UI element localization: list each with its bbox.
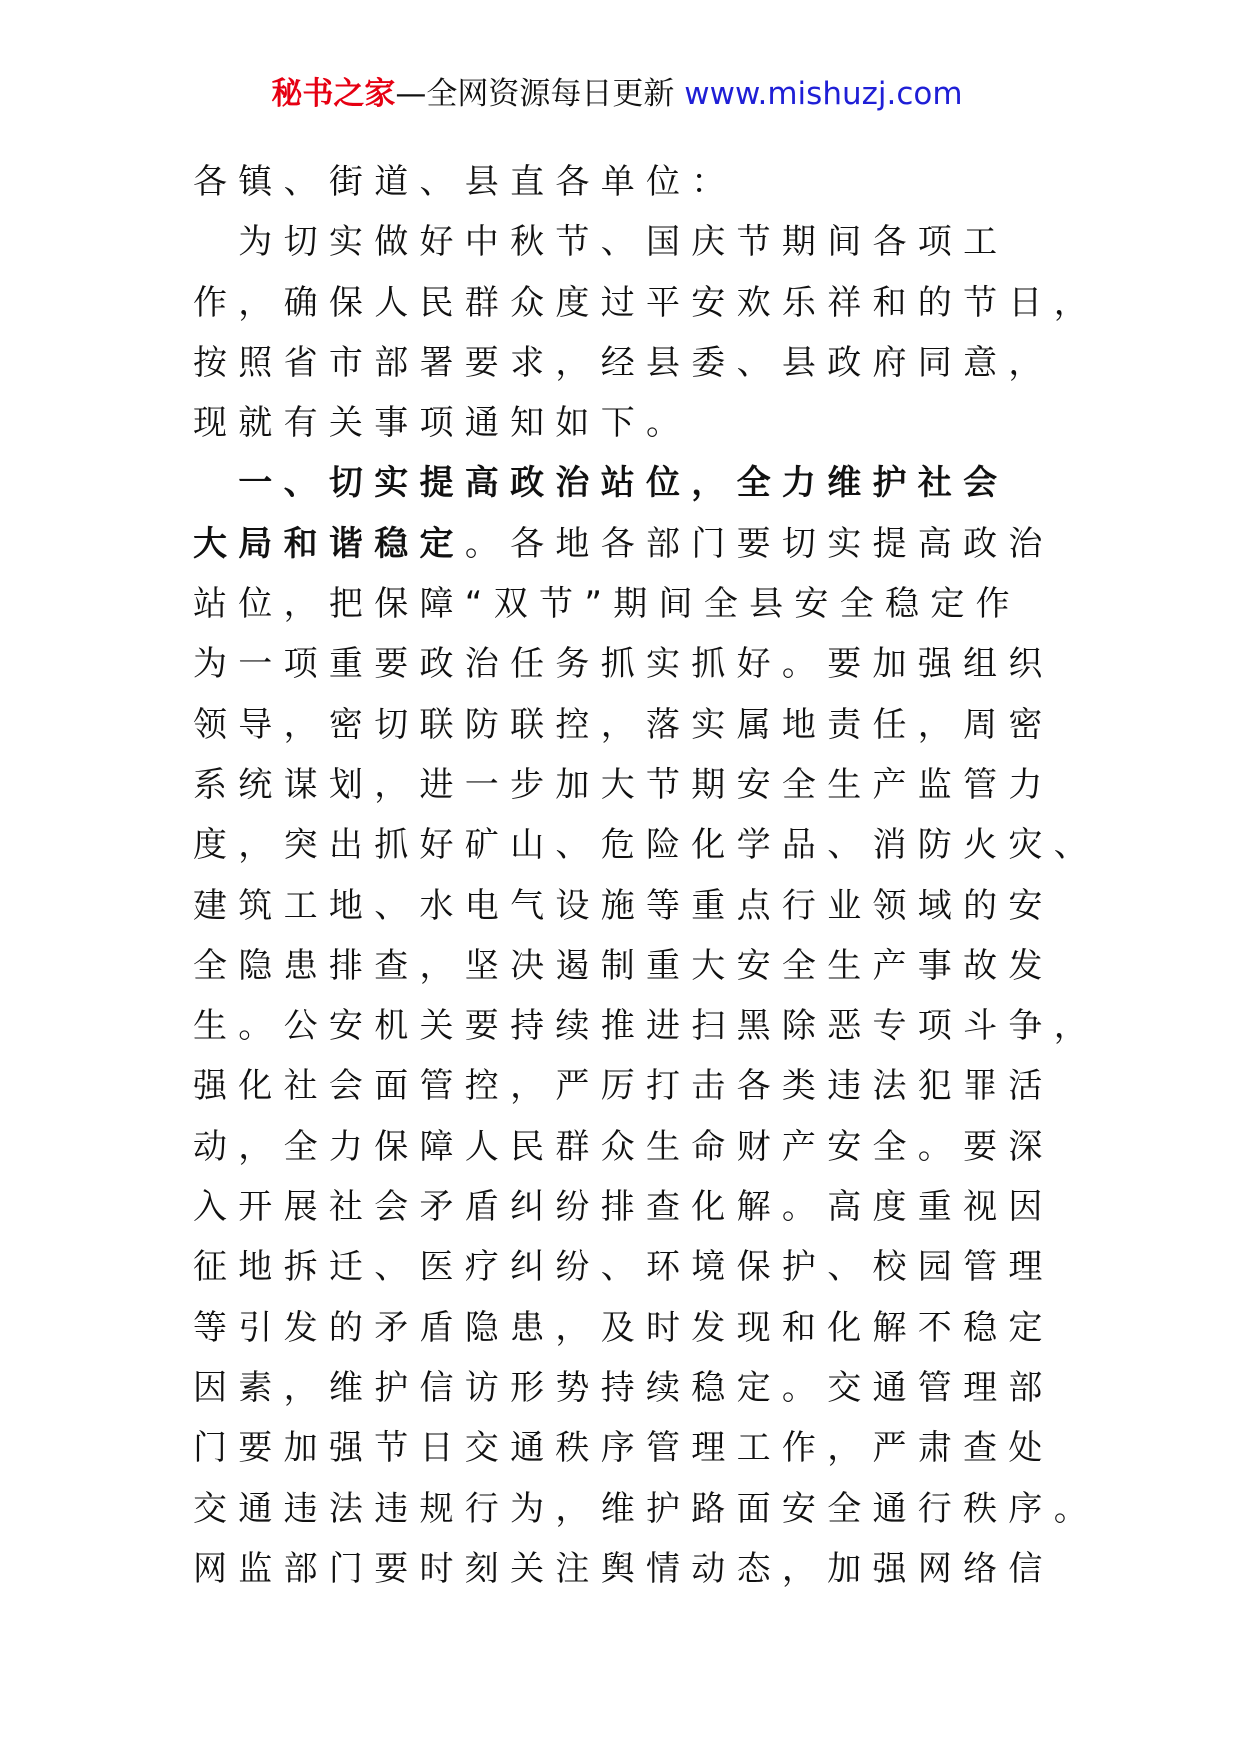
text-line <box>193 1418 1093 1478</box>
text-line <box>193 333 1093 393</box>
bold-heading: 大局和谐稳定 <box>193 523 465 564</box>
line-text: 网监部门要时刻关注舆情动态，加强网络信 <box>193 1548 1054 1589</box>
text-line <box>193 273 1099 333</box>
line-text: 门要加强节日交通秩序管理工作，严肃查处 <box>193 1428 1054 1469</box>
bold-heading: 一、切实提高政治站位，全力维护社会 <box>193 463 1009 504</box>
text-line <box>193 574 1093 634</box>
line-text: 。各地各部门要切实提高政治 <box>464 523 1054 564</box>
text-line <box>193 152 1093 212</box>
text-line <box>193 1177 1093 1237</box>
text-line <box>193 634 1093 694</box>
line-text: 为一项重要政治任务抓实抓好。要加强组织 <box>193 644 1054 685</box>
line-text: 站位，把保障“双节”期间全县安全稳定作 <box>193 584 1021 625</box>
text-line <box>193 996 1099 1056</box>
text-line <box>193 1539 1093 1599</box>
line-text: 各镇、街道、县直各单位： <box>193 162 737 202</box>
site-brand: 秘书之家 <box>271 76 396 112</box>
line-text: 征地拆迁、医疗纠纷、环境保护、校园管理 <box>193 1247 1054 1288</box>
text-line <box>193 212 1093 272</box>
text-line <box>193 393 1093 453</box>
line-text: 动，全力保障人民群众生命财产安全。要深 <box>193 1126 1054 1167</box>
text-line <box>193 936 1093 996</box>
line-text: 系统谋划，进一步加大节期安全生产监管力 <box>193 764 1054 805</box>
line-text: 为切实做好中秋节、国庆节期间各项工 <box>193 222 1009 263</box>
text-line <box>193 755 1093 815</box>
line-text: 作，确保人民群众度过平安欢乐祥和的节日， <box>193 282 1099 323</box>
line-text: 建筑工地、水电气设施等重点行业领域的安 <box>193 885 1054 926</box>
text-line <box>193 876 1093 936</box>
line-text: 度，突出抓好矿山、危险化学品、消防火灾、 <box>193 825 1099 866</box>
text-line <box>193 1056 1093 1116</box>
text-line <box>193 1298 1093 1358</box>
line-text: 按照省市部署要求，经县委、县政府同意， <box>193 342 1054 383</box>
line-text: 现就有关事项通知如下。 <box>193 403 692 444</box>
text-line <box>193 1479 1099 1539</box>
line-text: 因素，维护信访形势持续稳定。交通管理部 <box>193 1367 1054 1408</box>
line-text: 交通违法违规行为，维护路面安全通行秩序。 <box>193 1488 1099 1529</box>
line-text: 强化社会面管控，严厉打击各类违法犯罪活 <box>193 1066 1054 1107</box>
line-text: 入开展社会矛盾纠纷排查化解。高度重视因 <box>193 1187 1054 1228</box>
text-line <box>193 1358 1093 1418</box>
site-url: www.mishuzj.com <box>684 76 963 112</box>
text-line <box>193 1237 1093 1297</box>
watermark-header <box>0 72 1234 116</box>
text-line <box>193 514 1093 574</box>
document-body <box>193 152 1099 1599</box>
text-line <box>193 1117 1093 1177</box>
text-line <box>193 815 1099 875</box>
text-line <box>193 695 1093 755</box>
line-text: 全隐患排查，坚决遏制重大安全生产事故发 <box>193 945 1054 986</box>
line-text: 领导，密切联防联控，落实属地责任，周密 <box>193 704 1054 745</box>
line-text: 生。公安机关要持续推进扫黑除恶专项斗争， <box>193 1006 1099 1047</box>
site-slogan: —全网资源每日更新 <box>395 76 685 112</box>
text-line <box>193 453 1093 513</box>
line-text: 等引发的矛盾隐患，及时发现和化解不稳定 <box>193 1307 1054 1348</box>
